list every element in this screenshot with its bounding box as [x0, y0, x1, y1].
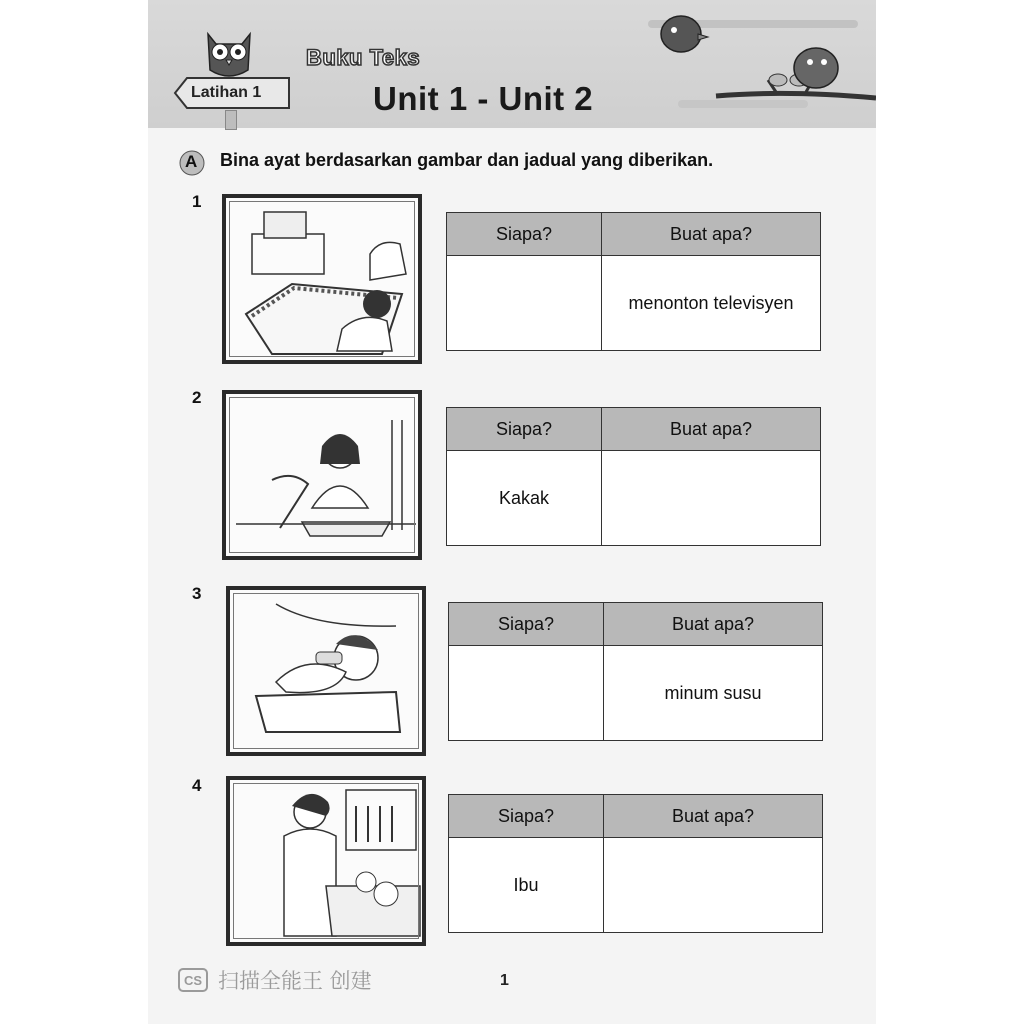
watching-tv-illustration: [232, 204, 420, 362]
question-number: 1: [192, 192, 202, 211]
question-number: 2: [192, 388, 202, 407]
baby-drinking-milk-illustration: [236, 596, 424, 754]
answer-cell-buat-apa[interactable]: [602, 451, 821, 546]
scan-margin-left: [0, 0, 148, 1024]
answer-cell-siapa[interactable]: [447, 256, 602, 351]
lesson-label: Latihan 1: [191, 84, 262, 101]
section-letter: A: [185, 152, 198, 171]
answer-cell-buat-apa[interactable]: menonton televisyen: [602, 256, 821, 351]
picture-reading: [222, 390, 422, 560]
camscanner-logo: CS: [178, 968, 208, 992]
column-header-buat-apa: Buat apa?: [604, 795, 823, 838]
question-number: 4: [192, 776, 202, 795]
answer-cell-buat-apa[interactable]: minum susu: [604, 646, 823, 741]
picture-washing-dishes: [226, 776, 426, 946]
column-header-siapa: Siapa?: [449, 795, 604, 838]
scanner-watermark-text: 扫描全能王 创建: [218, 969, 372, 993]
column-header-siapa: Siapa?: [447, 408, 602, 451]
answer-table-4: [448, 794, 823, 933]
question-number: 3: [192, 584, 202, 603]
column-header-buat-apa: Buat apa?: [604, 603, 823, 646]
answer-cell-siapa[interactable]: Ibu: [449, 838, 604, 933]
page-title: Unit 1 - Unit 2: [373, 80, 594, 117]
lesson-signboard: [173, 76, 293, 110]
signboard-post: [225, 110, 237, 130]
answer-cell-buat-apa[interactable]: [604, 838, 823, 933]
owl-icon: [200, 24, 258, 80]
answer-cell-siapa[interactable]: Kakak: [447, 451, 602, 546]
scanner-watermark: [178, 966, 372, 994]
birds-on-branch-icon: [656, 10, 876, 110]
picture-watching-tv: [222, 194, 422, 364]
column-header-siapa: Siapa?: [447, 213, 602, 256]
column-header-buat-apa: Buat apa?: [602, 408, 821, 451]
instruction-text: Bina ayat berdasarkan gambar dan jadual yang diberikan.: [220, 150, 714, 170]
column-header-buat-apa: Buat apa?: [602, 213, 821, 256]
picture-baby-drinking-milk: [226, 586, 426, 756]
book-subtitle: Buku Teks: [306, 45, 421, 70]
answer-table-3: [448, 602, 823, 741]
answer-cell-siapa[interactable]: [449, 646, 604, 741]
answer-table-2: [446, 407, 821, 546]
answer-table-1: [446, 212, 821, 351]
page-number: 1: [500, 972, 509, 989]
column-header-siapa: Siapa?: [449, 603, 604, 646]
scan-margin-right: [876, 0, 1024, 1024]
washing-dishes-illustration: [236, 786, 424, 944]
worksheet-page: [148, 0, 876, 1024]
reading-illustration: [232, 400, 420, 558]
